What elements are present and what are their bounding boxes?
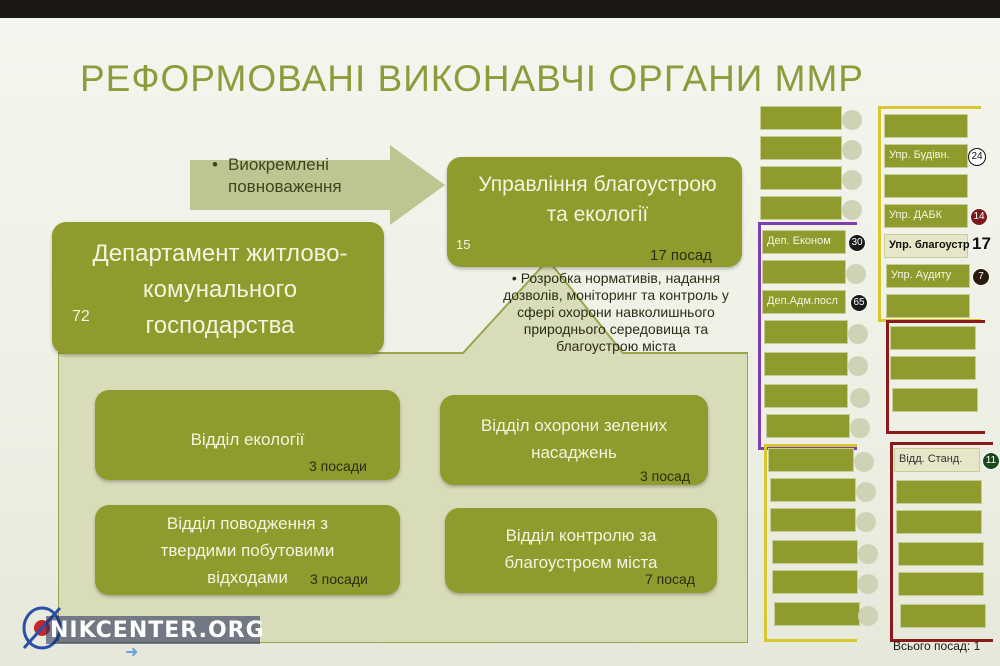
unit-badge: 30 (848, 234, 866, 252)
unit-bar (770, 478, 856, 502)
unit-bar (896, 510, 982, 534)
unit-bar-stand (894, 448, 980, 472)
unit-bar-audit (886, 264, 970, 288)
unit-circle (856, 512, 876, 532)
sub-unit-name: Відділ екології (190, 430, 305, 449)
unit-label: Упр. Аудиту (891, 269, 952, 281)
unit-bar (772, 540, 858, 564)
unit-badge: 24 (968, 148, 986, 166)
sub-unit-name: Відділ контролю за благоустроєм міста (504, 526, 658, 572)
unit-label: Упр. ДАБК (889, 209, 943, 221)
unit-bar (900, 604, 986, 628)
unit-circle (858, 574, 878, 594)
unit-bar (762, 260, 846, 284)
sub-unit-positions: 3 посади (309, 458, 367, 474)
sub-unit-positions: 3 посад (640, 468, 690, 484)
unit-bar (760, 196, 842, 220)
unit-circle (850, 418, 870, 438)
arrow-text: • Виокремлені повноваження (228, 155, 342, 196)
unit-bar (898, 572, 984, 596)
unit-bar (760, 106, 842, 130)
directorate-positions: 17 посад (650, 247, 712, 264)
unit-badge: 14 (970, 208, 988, 226)
unit-bar (764, 320, 848, 344)
slide-title: РЕФОРМОВАНІ ВИКОНАВЧІ ОРГАНИ ММР (80, 58, 864, 99)
arrow-right-icon: ➜ (125, 644, 139, 661)
unit-circle (846, 264, 866, 284)
unit-bar (760, 136, 842, 160)
unit-bar (768, 448, 854, 472)
unit-circle (850, 388, 870, 408)
unit-label: Упр. благоустр (889, 239, 970, 251)
unit-bar (766, 414, 850, 438)
unit-label: Відд. Станд. (899, 453, 963, 465)
unit-badge: 11 (982, 452, 1000, 470)
unit-bar-blagoustr (884, 234, 968, 258)
unit-bar (884, 114, 968, 138)
right-panel-right-column (878, 106, 1000, 636)
right-panel-left-column (758, 106, 878, 636)
unit-circle (854, 452, 874, 472)
unit-bar (772, 570, 858, 594)
unit-bar-budivn (884, 144, 968, 168)
unit-label: Упр. Будівн. (889, 149, 950, 161)
sub-unit-name: Відділ поводження з твердими побутовими відходами (160, 514, 335, 587)
unit-circle (842, 110, 862, 130)
unit-bar (764, 352, 848, 376)
department-name: Департамент житлово-комунального господарства (92, 240, 348, 339)
department-number: 72 (72, 308, 90, 325)
sub-unit-positions: 3 посади (310, 571, 368, 587)
unit-bar (898, 542, 984, 566)
unit-circle (842, 200, 862, 220)
unit-bar (886, 294, 970, 318)
sub-unit-control (445, 508, 717, 593)
arrow-text-container (228, 154, 398, 198)
unit-circle (858, 606, 878, 626)
unit-bar (884, 174, 968, 198)
total-positions: Всього посад: 1 (893, 639, 981, 653)
description-text: Розробка нормативів, надання дозволів, моніторинг та контроль у сфері охорони навколишнього природнього середовища та благоустрою міста (503, 270, 729, 354)
unit-circle (858, 544, 878, 564)
unit-badge: 65 (850, 294, 868, 312)
unit-circle (842, 140, 862, 160)
unit-bar (890, 326, 976, 350)
unit-bar (760, 166, 842, 190)
sub-unit-green (440, 395, 708, 485)
sub-unit-name: Відділ охорони зелених насаджень (480, 416, 668, 462)
sub-unit-positions: 7 посад (645, 571, 695, 587)
unit-bar (770, 508, 856, 532)
unit-circle (856, 482, 876, 502)
unit-circle (848, 324, 868, 344)
sub-unit-waste (95, 505, 400, 595)
unit-circle (842, 170, 862, 190)
sub-unit-ecology (95, 390, 400, 480)
directorate-description: • Розробка нормативів, надання дозволів, моніторинг та контроль у сфері охорони навколишнього природнього середовища та благоустрою міста (503, 270, 729, 354)
unit-badge: 7 (972, 268, 990, 286)
unit-bar (764, 384, 848, 408)
unit-bar (774, 602, 860, 626)
watermark-text: NIKCENTER.ORG (50, 618, 265, 643)
unit-bar-econom (762, 230, 846, 254)
unit-label: Деп. Економ (767, 235, 831, 247)
unit-bar (890, 356, 976, 380)
directorate-number: 15 (456, 237, 471, 252)
unit-bar (892, 388, 978, 412)
unit-bar-adm (762, 290, 846, 314)
unit-bar (896, 480, 982, 504)
unit-circle (848, 356, 868, 376)
unit-badge: 17 (972, 234, 991, 253)
directorate-name: Управління благоустрою та екології (478, 173, 717, 226)
unit-label: Деп.Адм.посл (767, 295, 838, 307)
unit-bar-dabk (884, 204, 968, 228)
